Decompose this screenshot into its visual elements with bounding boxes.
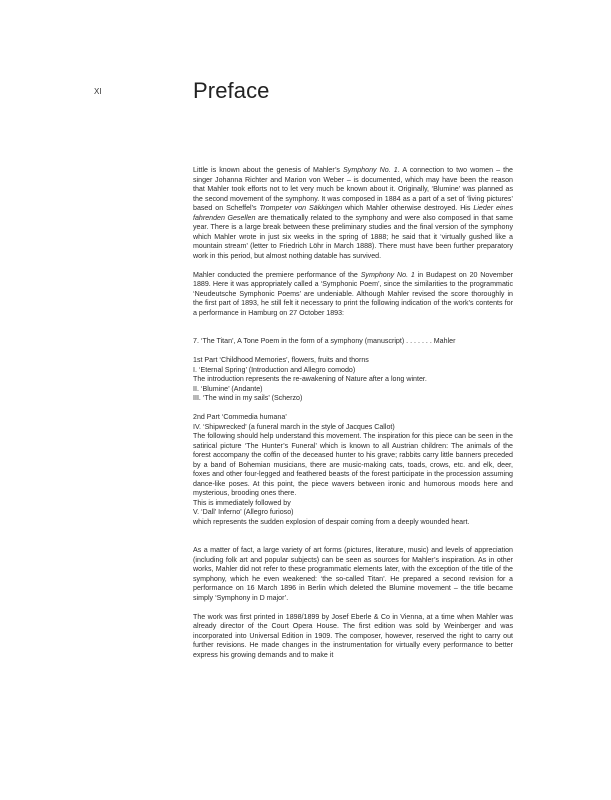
program-line: 2nd Part ‘Commedia humana’: [193, 413, 287, 421]
page-title: Preface: [193, 78, 270, 103]
preface-body: [193, 166, 513, 660]
work-title: Symphony No. 1: [343, 166, 398, 174]
program-line: The introduction represents the re-awakening of Nature after a long winter.: [193, 375, 427, 383]
text-run: Little is known about the genesis of Mahler’s: [193, 166, 344, 174]
text-run: in Budapest on 20 November 1889. Here it was appropriately called a ‘Symphonic Poem’, since the similarities to the programmatic ‘Neudeutsche Symphonic Poems’ are undeniable. Although Mahler revised the score thoroughly in the first part of 1893, he still felt it necessary to print the following indication of the work’s contents for a performance in Hamburg on 27 October 1893:: [193, 270, 514, 317]
text-run: which Mahler otherwise destroyed. His: [342, 204, 474, 212]
text-run: are thematically related to the symphony and were also composed in that same year. There is a large break between these preliminary studies and the final version of the symphony which Mahler wrote in just six weeks in the spring of 1888; he said that it ‘virtually gushed like a mountain stream’ (letter to Friedrich Löhr in March 1888). There must have been further preparatory work in this period, but almost nothing datable has survived.: [193, 213, 514, 260]
paragraph-premiere: [193, 271, 513, 319]
page-number: XI: [94, 87, 102, 96]
program-heading: 7. ‘The Titan’, A Tone Poem in the form of a symphony (manuscript) . . . . . . . Mahler: [193, 337, 456, 345]
work-title: Trompeter von Säkkingen: [259, 204, 343, 212]
program-line: which represents the sudden explosion of despair coming from a deeply wounded heart.: [193, 517, 470, 526]
program-line: II. ‘Blumine’ (Andante): [193, 384, 263, 393]
paragraph-genesis: [193, 166, 513, 261]
work-title: Lieder eines fahrenden Gesellen: [193, 204, 513, 222]
text-run: Mahler conducted the premiere performance of the: [193, 270, 361, 279]
program-line: This is immediately followed by: [193, 498, 291, 507]
program-line: III. ‘The wind in my sails’ (Scherzo): [193, 394, 303, 402]
program-line: 1st Part ‘Childhood Memories’, flowers, fruits and thorns: [193, 356, 369, 364]
program-block: [193, 337, 513, 527]
program-line: IV. ‘Shipwrecked’ (a funeral march in the style of Jacques Callot): [193, 422, 395, 431]
work-title: Symphony No. 1: [360, 270, 415, 279]
paragraph-sources: As a matter of fact, a large variety of art forms (pictures, literature, music) and levels of appreciation (including folk art and popular subjects) can be seen as sources for Mahler’s inspiration. As in other works, Mahler did not refer to these programmatic elements later, with the exception of the title of the symphony, which he even weakened: ‘the so-called Titan’. He prepared a second revision for a performance on 16 March 1896 in Berlin which deleted the Blumine movement – the title became simply ‘Symphony in D major’.: [193, 546, 513, 602]
program-line: V. ‘Dall’ Inferno’ (Allegro furioso): [193, 508, 294, 516]
program-line: I. ‘Eternal Spring’ (Introduction and Allegro comodo): [193, 365, 356, 374]
program-description: The following should help understand this movement. The inspiration for this piece can be seen in the satirical picture ‘The Hunter’s Funeral’ which is known to all Austrian children: The animals of the forest accompany the coffin of the deceased hunter to his grave; rabbits carry little banners preceded by a band of Bohemian musicians, there are music-making cats, toads, crows, etc. and elk, deer, foxes and other four-legged and feathered beasts of the forest participate in the procession assuming dance-like poses. At this point, the piece wavers between ironic and humorous moods here and mysterious, brooding ones there.: [193, 432, 513, 497]
text-run: . A connection to two women – the singer Johanna Richter and Marion von Weber – is documented, which may have been the reason that Mahler took efforts not to let very much be known about it. Originally, ‘Blumine’ was planned as the second movement of the symphony. It was composed in 1884 as a part of a set of ‘living pictures’ based on Scheffel’s: [193, 166, 513, 212]
paragraph-printing: The work was first printed in 1898/1899 by Josef Eberle & Co in Vienna, at a time when Mahler was already director of the Court Opera House. The first edition was sold by Weinberger and was incorporated into Universal Edition in 1909. The composer, however, reserved the right to carry out further revisions. He made changes in the instrumentation for virtually every performance to better express his growing demands and to make it: [193, 612, 513, 659]
